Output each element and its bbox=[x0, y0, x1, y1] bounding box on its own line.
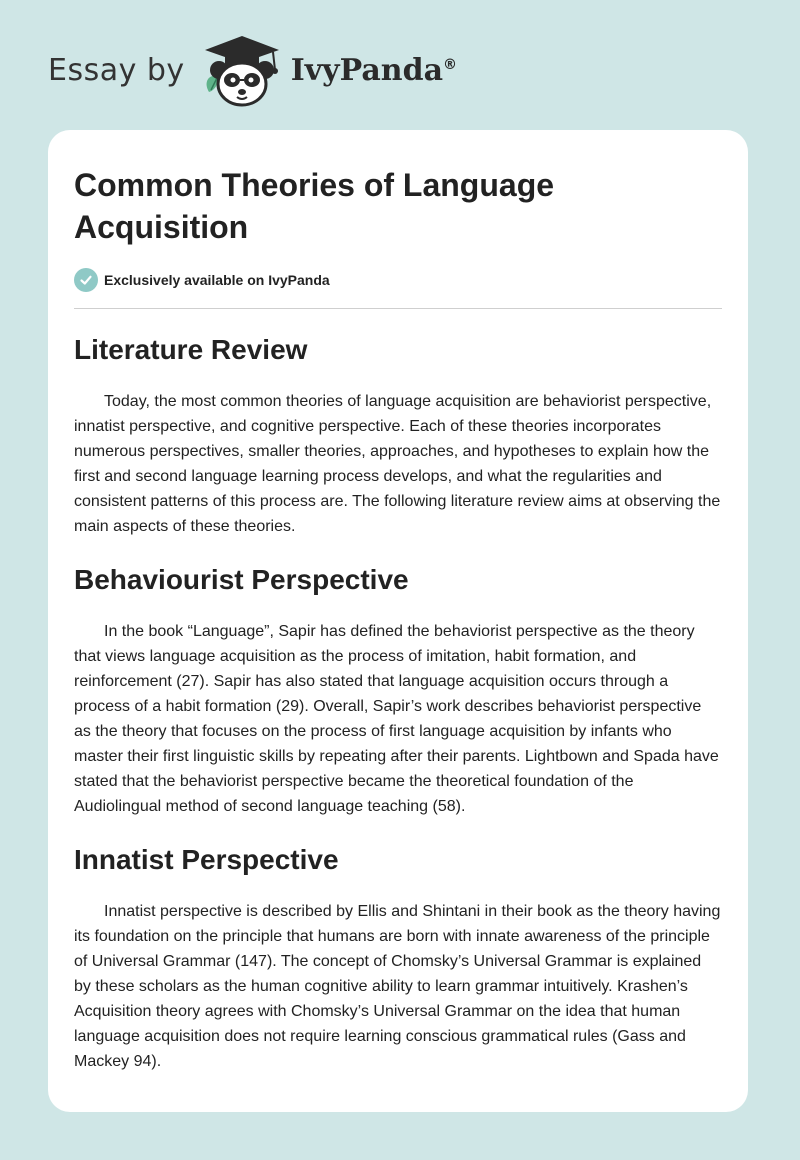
section-paragraph-behaviourist: In the book “Language”, Sapir has defined the behaviorist perspective as the theory that views language acquisition as the process of imitation, habit formation, and reinforcement (27). Sapir has also stated that language acquisition occurs through a process of a habit formation (29). Overall, Sapir’s work describes behaviorist perspective as the theory that focuses on the process of first language acquisition by infants who master their first linguistic skills by repeating after their parents. Lightbown and Spada have stated that the behaviorist perspective became the theoretical foundation of the Audiolingual method of second language teaching (58). bbox=[74, 623, 719, 815]
section-heading-behaviourist: Behaviourist Perspective bbox=[74, 564, 409, 595]
check-circle-icon bbox=[74, 268, 98, 292]
exclusive-badge bbox=[74, 266, 722, 294]
section-heading-innatist: Innatist Perspective bbox=[74, 844, 339, 875]
badge-text: Exclusively available on IvyPanda bbox=[104, 272, 330, 288]
article-card bbox=[48, 130, 748, 1112]
site-header bbox=[48, 30, 748, 110]
divider bbox=[74, 308, 722, 309]
brand-name: IvyPanda® bbox=[290, 52, 458, 88]
page-title: Common Theories of Language Acquisition bbox=[74, 167, 555, 245]
panda-graduate-icon bbox=[199, 30, 285, 110]
section-heading-literature-review: Literature Review bbox=[74, 334, 308, 365]
essay-by-label: Essay by bbox=[48, 52, 185, 88]
section-paragraph-literature-review: Today, the most common theories of language acquisition are behaviorist perspective, innatist perspective, and cognitive perspective. Each of these theories incorporates numerous perspectives, smaller theories, approaches, and hypotheses to explain how the first and second language learning process develops, and what the regularities and consistent patterns of this process are. The following literature review aims at observing the main aspects of these theories. bbox=[74, 393, 721, 535]
section-paragraph-innatist: Innatist perspective is described by Ellis and Shintani in their book as the theory having its foundation on the principle that humans are born with innate awareness of the principle of Universal Grammar (147). The concept of Chomsky’s Universal Grammar is explained by these scholars as the human cognitive ability to learn grammar intuitively. Krashen’s Acquisition theory agrees with Chomsky’s Universal Grammar on the idea that human language acquisition does not require learning conscious grammatical rules (Gass and Mackey 94). bbox=[74, 903, 721, 1070]
